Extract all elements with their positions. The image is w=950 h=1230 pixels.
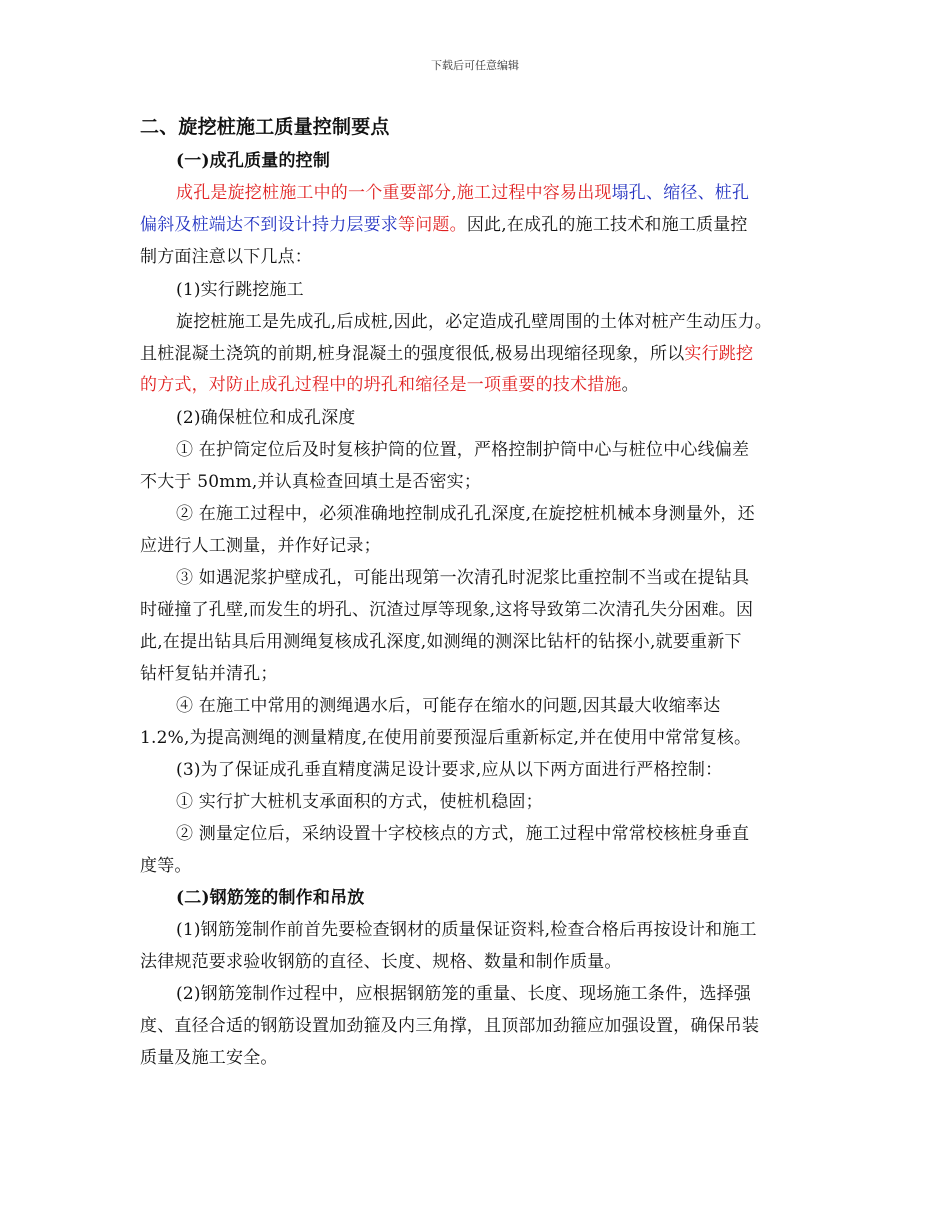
item-3-title: (3)为了保证成孔垂直精度满足设计要求,应从以下两方面进行严格控制：	[176, 760, 723, 780]
intro-line-3: 制方面注意以下几点：	[140, 247, 312, 267]
item-2-b-line-2: 应进行人工测量，并作好记录；	[140, 536, 381, 556]
item-3-a-line-1: ① 实行扩大桩机支承面积的方式，使桩机稳固；	[176, 792, 543, 812]
item-2-d-line-1: ④ 在施工中常用的测绳遇水后，可能存在缩水的问题,因其最大收缩率达	[176, 696, 721, 716]
text: 且桩混凝土浇筑的前期,桩身混凝土的强度很低,极易出现缩径现象，所以	[140, 344, 685, 364]
subsection-title-1: (一)成孔质量的控制	[176, 151, 331, 171]
item-1-line-2	[140, 343, 753, 365]
item-2-c-line-4: 钻杆复钻并清孔；	[140, 664, 278, 684]
q2-line-2: 度、直径合适的钢筋设置加劲箍及内三角撑，且顶部加劲箍应加强设置，确保吊装	[140, 1016, 760, 1036]
intro-line-1	[176, 182, 749, 204]
item-3-b-line-2: 度等。	[140, 856, 192, 876]
item-3-b-line-1: ② 测量定位后，采纳设置十字校核点的方式，施工过程中常常校核桩身垂直	[176, 824, 750, 844]
q2-line-1: (2)钢筋笼制作过程中，应根据钢筋笼的重量、长度、现场施工条件，选择强	[176, 984, 752, 1004]
blue-text: 塌孔、缩径、桩孔	[611, 183, 750, 203]
q2-line-3: 质量及施工安全。	[140, 1048, 278, 1068]
text: 。	[621, 375, 639, 395]
red-text: 等问题。	[398, 215, 467, 235]
item-2-d-line-2: 1.2%,为提高测绳的测量精度,在使用前要预湿后重新标定,并在使用中常常复核。	[140, 728, 752, 748]
item-2-c-line-1: ③ 如遇泥浆护壁成孔，可能出现第一次清孔时泥浆比重控制不当或在提钻具	[176, 568, 750, 588]
blue-text: 偏斜及桩端达不到设计持力层要求	[140, 215, 398, 235]
red-text: 实行跳挖	[684, 344, 754, 364]
subsection-title-2: (二)钢筋笼的制作和吊放	[176, 888, 365, 908]
q1-line-2: 法律规范要求验收钢筋的直径、长度、规格、数量和制作质量。	[140, 952, 622, 972]
item-2-a-line-2: 不大于 50mm,并认真检查回填土是否密实；	[140, 472, 482, 492]
item-1-line-3	[140, 374, 639, 396]
item-1-line-1: 旋挖桩施工是先成孔,后成桩,因此，必定造成孔壁周围的土体对桩产生动压力。	[176, 312, 773, 332]
text: 因此,在成孔的施工技术和施工质量控	[466, 215, 748, 235]
item-2-c-line-2: 时碰撞了孔壁,而发生的坍孔、沉渣过厚等现象,这将导致第二次清孔失分困难。因	[140, 600, 754, 620]
q1-line-1: (1)钢筋笼制作前首先要检查钢材的质量保证资料,检查合格后再按设计和施工	[176, 920, 757, 940]
intro-line-2	[140, 214, 748, 236]
item-2-b-line-1: ② 在施工过程中，必须准确地控制成孔孔深度,在旋挖桩机械本身测量外，还	[176, 504, 755, 524]
red-text: 成孔是旋挖桩施工中的一个重要部分,施工过程中容易出现	[176, 183, 612, 203]
item-2-c-line-3: 此,在提出钻具后用测绳复核成孔深度,如测绳的测深比钻杆的钻探小,就要重新下	[140, 632, 742, 652]
item-2-title: (2)确保桩位和成孔深度	[176, 408, 356, 428]
page-header: 下载后可任意编辑	[431, 59, 519, 72]
red-text: 的方式，对防止成孔过程中的坍孔和缩径是一项重要的技术措施	[140, 375, 622, 395]
section-title: 二、旋挖桩施工质量控制要点	[140, 116, 390, 138]
item-1-title: (1)实行跳挖施工	[176, 280, 304, 300]
item-2-a-line-1: ① 在护筒定位后及时复核护筒的位置，严格控制护筒中心与桩位中心线偏差	[176, 440, 750, 460]
